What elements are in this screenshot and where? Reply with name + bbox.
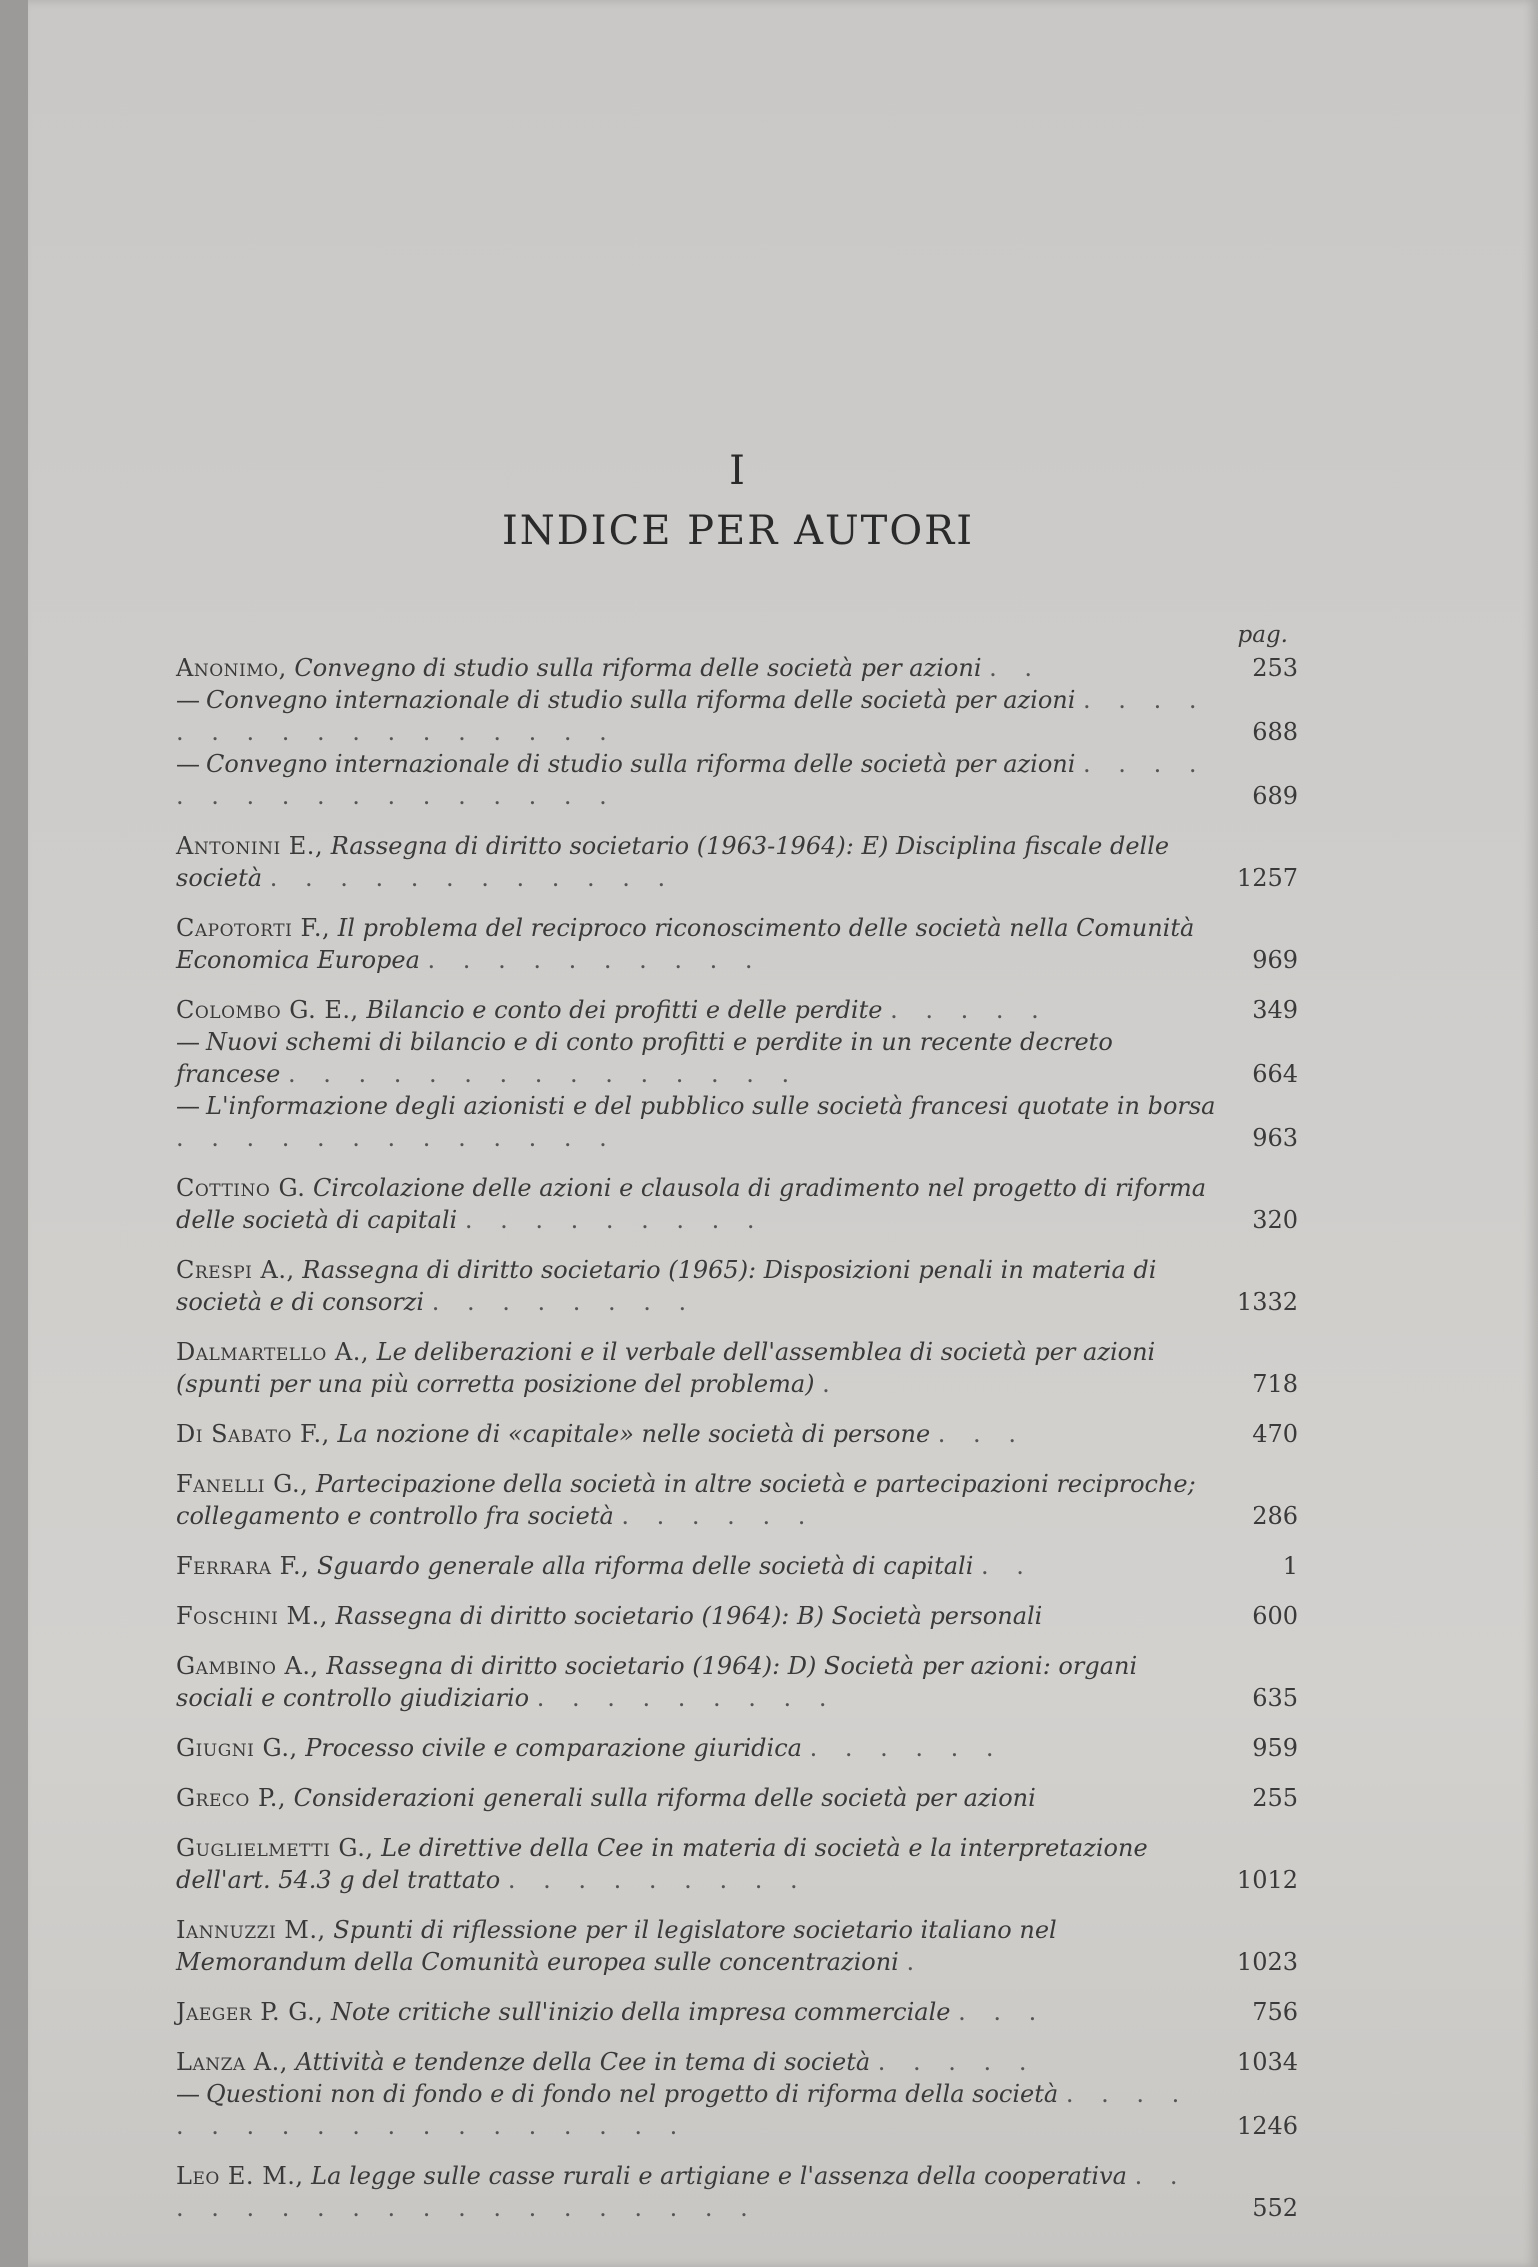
author-name: Fanelli G., (176, 1470, 309, 1498)
article-title: Le direttive della Cee in materia di società e la interpretazione dell'art. 54.3 g del trattato (176, 1834, 1148, 1894)
author-name: Colombo G. E., (176, 996, 359, 1024)
page-number: 689 (1252, 782, 1298, 810)
page-number: 1034 (1236, 2048, 1298, 2076)
index-entry (176, 1782, 1298, 1814)
article-title: Rassegna di diritto societario (1964): B) Società personali (335, 1602, 1043, 1630)
index-item: Jaeger P. G., Note critiche sull'inizio della impresa commerciale . . . 756 (176, 1998, 1298, 2026)
author-name: Iannuzzi M., (176, 1916, 326, 1944)
index-entry (176, 652, 1298, 812)
author-name: Antonini E., (176, 832, 324, 860)
index-entry (176, 1832, 1298, 1896)
page-number: 286 (1252, 1502, 1298, 1530)
index-item: Gambino A., Rassegna di diritto societario (1964): D) Società per azioni: organi sociali e controllo giudiziario . . . . . . . . . 635 (176, 1652, 1298, 1712)
page-number: 969 (1252, 946, 1298, 974)
article-title: Attività e tendenze della Cee in tema di società (295, 2048, 871, 2076)
index-entry (176, 1996, 1298, 2028)
index-item: Giugni G., Processo civile e comparazione giuridica . . . . . . 959 (176, 1734, 1298, 1762)
author-index (176, 652, 1298, 2242)
article-title: Sguardo generale alla riforma delle società di capitali (316, 1552, 974, 1580)
article-title: Convegno internazionale di studio sulla riforma delle società per azioni (206, 750, 1076, 778)
article-title: La nozione di «capitale» nelle società di persone (337, 1420, 931, 1448)
index-item: Crespi A., Rassegna di diritto societario (1965): Disposizioni penali in materia di società e di consorzi . . . . . . . . 1332 (176, 1256, 1298, 1316)
author-name: Foschini M., (176, 1602, 328, 1630)
index-item: Leo E. M., La legge sulle casse rurali e artigiane e l'assenza della cooperativa . . . . . . . . . . . . . . . . . . . 552 (176, 2162, 1298, 2222)
page-number: 1332 (1236, 1288, 1298, 1316)
article-title: Bilancio e conto dei profitti e delle perdite (366, 996, 883, 1024)
article-title: L'informazione degli azionisti e del pubblico sulle società francesi quotate in borsa (206, 1092, 1216, 1120)
author-name: Gambino A., (176, 1652, 319, 1680)
index-entry (176, 1418, 1298, 1450)
page-number: 253 (1252, 654, 1298, 682)
page-number: 1246 (1236, 2112, 1298, 2140)
index-item: — Nuovi schemi di bilancio e di conto profitti e perdite in un recente decreto francese . . . . . . . . . . . . . . . 664 (176, 1028, 1298, 1088)
index-item: Anonimo, Convegno di studio sulla riforma delle società per azioni . . 253 (176, 654, 1298, 682)
page-number: 600 (1252, 1602, 1298, 1630)
index-item (176, 1782, 1298, 1814)
index-entry (176, 1914, 1298, 1978)
author-name: Cottino G. (176, 1174, 306, 1202)
author-name: Giugni G., (176, 1734, 298, 1762)
author-name: Guglielmetti G., (176, 1834, 374, 1862)
index-item: Capotorti F., Il problema del reciproco riconoscimento delle società nella Comunità Economica Europea . . . . . . . . . . 969 (176, 914, 1298, 974)
page-number: 756 (1252, 1998, 1298, 2026)
index-entry (176, 1172, 1298, 1236)
index-item: Dalmartello A., Le deliberazioni e il verbale dell'assemblea di società per azioni (spunti per una più corretta posizione del problema) . 718 (176, 1338, 1298, 1398)
index-entry (176, 830, 1298, 894)
article-title: Rassegna di diritto societario (1965): Disposizioni penali in materia di società e di consorzi (176, 1256, 1157, 1316)
page-number: 1 (1282, 1552, 1298, 1580)
author-name: Capotorti F., (176, 914, 331, 942)
index-item: Ferrara F., Sguardo generale alla riforma delle società di capitali . . 1 (176, 1552, 1298, 1580)
index-item: Guglielmetti G., Le direttive della Cee in materia di società e la interpretazione dell'art. 54.3 g del trattato . . . . . . . . . 1012 (176, 1834, 1298, 1894)
article-title: Rassegna di diritto societario (1963-1964): E) Disciplina fiscale delle società (176, 832, 1170, 892)
index-item: Colombo G. E., Bilancio e conto dei profitti e delle perdite . . . . . 349 (176, 996, 1298, 1024)
index-item: — Convegno internazionale di studio sulla riforma delle società per azioni . . . . . . . . . . . . . . . . . 688 (176, 686, 1298, 746)
section-number: I (729, 448, 747, 494)
article-title: Convegno di studio sulla riforma delle società per azioni (294, 654, 982, 682)
index-item: Lanza A., Attività e tendenze della Cee in tema di società . . . . . 1034 (176, 2048, 1298, 2076)
article-title: La legge sulle casse rurali e artigiane e l'assenza della cooperativa (311, 2162, 1127, 2190)
article-title: Convegno internazionale di studio sulla riforma delle società per azioni (206, 686, 1076, 714)
index-item: Di Sabato F., La nozione di «capitale» nelle società di persone . . . 470 (176, 1420, 1298, 1448)
author-name: Ferrara F., (176, 1552, 310, 1580)
article-title: Rassegna di diritto societario (1964): D) Società per azioni: organi sociali e controllo giudiziario (176, 1652, 1138, 1712)
author-name: Leo E. M., (176, 2162, 304, 2190)
article-title: Processo civile e comparazione giuridica (305, 1734, 802, 1762)
index-entry (176, 1468, 1298, 1532)
index-entry (176, 1650, 1298, 1714)
page-number: 635 (1252, 1684, 1298, 1712)
page-number: 349 (1252, 996, 1298, 1024)
author-name: Greco P., (176, 1784, 286, 1812)
article-title: Spunti di riflessione per il legislatore societario italiano nel Memorandum della Comunità europea sulle concentrazioni (176, 1916, 1057, 1976)
page-number: 664 (1252, 1060, 1298, 1088)
page-number: 552 (1252, 2194, 1298, 2222)
page-title: INDICE PER AUTORI (501, 508, 975, 554)
author-name: Lanza A., (176, 2048, 288, 2076)
article-title: Le deliberazioni e il verbale dell'assemblea di società per azioni (spunti per una più corretta posizione del problema) (176, 1338, 1156, 1398)
article-title: Nuovi schemi di bilancio e di conto profitti e perdite in un recente decreto francese (176, 1028, 1113, 1088)
index-entry (176, 1600, 1298, 1632)
page-number: 1257 (1236, 864, 1298, 892)
page-number: 959 (1252, 1734, 1298, 1762)
author-name: Di Sabato F., (176, 1420, 330, 1448)
page-number: 255 (1252, 1784, 1298, 1812)
index-item: — Convegno internazionale di studio sulla riforma delle società per azioni . . . . . . . . . . . . . . . . . 689 (176, 750, 1298, 810)
author-name: Anonimo, (176, 654, 287, 682)
page-number: 718 (1252, 1370, 1298, 1398)
author-name: Dalmartello A., (176, 1338, 369, 1366)
page-column-label: pag. (1237, 622, 1288, 648)
index-item (176, 1600, 1298, 1632)
index-item: Antonini E., Rassegna di diritto societario (1963-1964): E) Disciplina fiscale delle società . . . . . . . . . . . . 1257 (176, 832, 1298, 892)
index-entry (176, 994, 1298, 1154)
page-number: 963 (1252, 1124, 1298, 1152)
index-entry (176, 1336, 1298, 1400)
article-title: Note critiche sull'inizio della impresa commerciale (330, 1998, 951, 2026)
page-number: 1023 (1236, 1948, 1298, 1976)
author-name: Crespi A., (176, 1256, 295, 1284)
page-number: 470 (1252, 1420, 1298, 1448)
index-entry (176, 1550, 1298, 1582)
article-title: Il problema del reciproco riconoscimento delle società nella Comunità Economica Europea (176, 914, 1195, 974)
article-title: Circolazione delle azioni e clausola di gradimento nel progetto di riforma delle società di capitali (176, 1174, 1207, 1234)
page-number: 320 (1252, 1206, 1298, 1234)
index-item: — Questioni non di fondo e di fondo nel progetto di riforma della società . . . . . . . . . . . . . . . . . . . 1246 (176, 2080, 1298, 2140)
index-entry (176, 1732, 1298, 1764)
book-page (28, 0, 1538, 2267)
index-entry (176, 2046, 1298, 2142)
index-item: Fanelli G., Partecipazione della società in altre società e partecipazioni reciproche; collegamento e controllo fra società . . . . . . 286 (176, 1470, 1298, 1530)
page-number: 1012 (1236, 1866, 1298, 1894)
article-title: Considerazioni generali sulla riforma delle società per azioni (293, 1784, 1036, 1812)
page-number: 688 (1252, 718, 1298, 746)
index-entry (176, 1254, 1298, 1318)
article-title: Questioni non di fondo e di fondo nel progetto di riforma della società (206, 2080, 1059, 2108)
index-entry (176, 912, 1298, 976)
author-name: Jaeger P. G., (176, 1998, 324, 2026)
index-item: Iannuzzi M., Spunti di riflessione per il legislatore societario italiano nel Memorandum della Comunità europea sulle concentrazioni . 1023 (176, 1916, 1298, 1976)
index-item: — L'informazione degli azionisti e del pubblico sulle società francesi quotate in borsa . . . . . . . . . . . . . 963 (176, 1092, 1298, 1152)
article-title: Partecipazione della società in altre società e partecipazioni reciproche; collegamento e controllo fra società (176, 1470, 1196, 1530)
index-item: Cottino G. Circolazione delle azioni e clausola di gradimento nel progetto di riforma delle società di capitali . . . . . . . . . 320 (176, 1174, 1298, 1234)
index-entry (176, 2160, 1298, 2224)
